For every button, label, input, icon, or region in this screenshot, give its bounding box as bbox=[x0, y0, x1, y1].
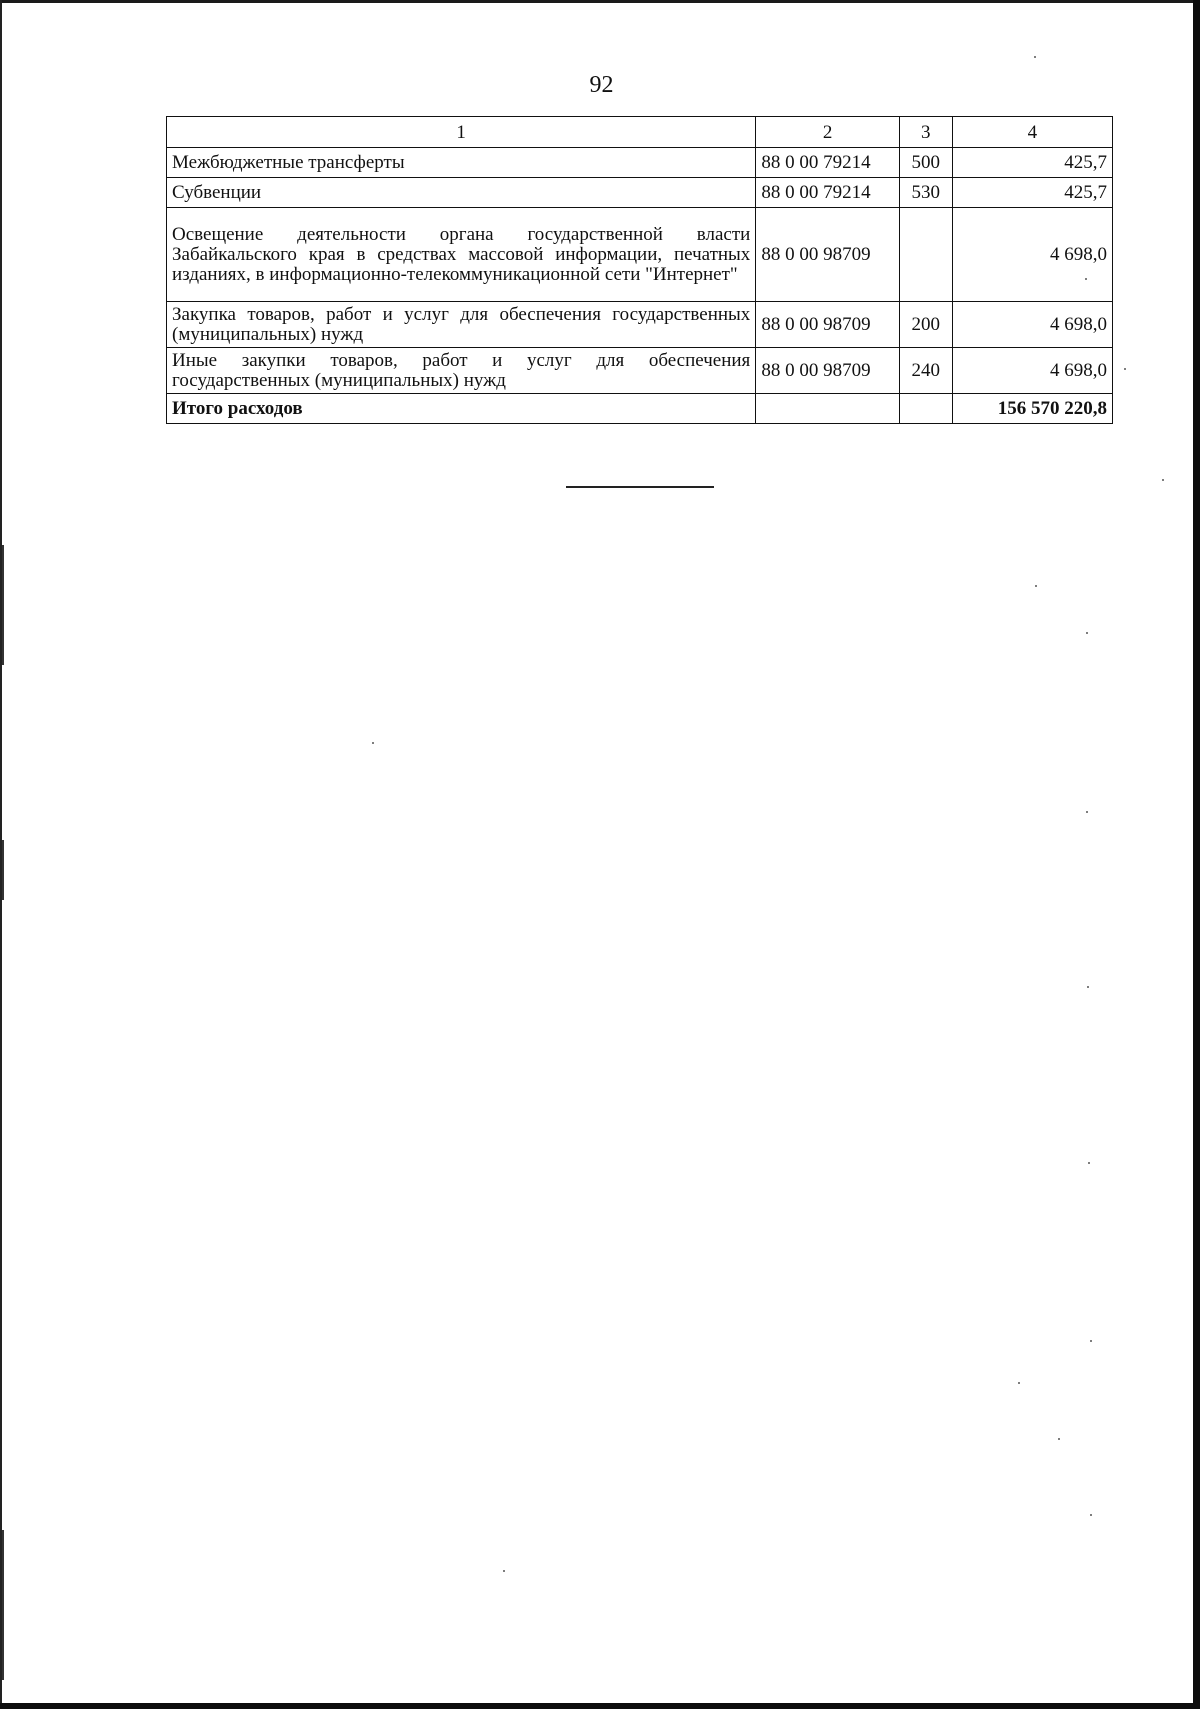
row-expense-type: 200 bbox=[899, 302, 952, 348]
total-amount: 156 570 220,8 bbox=[952, 394, 1112, 424]
row-code: 88 0 00 98709 bbox=[756, 302, 900, 348]
scan-border-right bbox=[1193, 0, 1200, 1709]
row-name: Субвенции bbox=[167, 178, 756, 208]
scan-speck bbox=[1086, 811, 1088, 813]
header-cell-2: 2 bbox=[756, 117, 900, 148]
table-total-row bbox=[167, 394, 1113, 424]
scan-border-top bbox=[0, 0, 1200, 3]
scan-speck bbox=[1086, 632, 1088, 634]
scan-speck bbox=[1090, 1340, 1092, 1342]
row-code: 88 0 00 79214 bbox=[756, 178, 900, 208]
row-amount: 4 698,0 bbox=[952, 208, 1112, 302]
row-amount: 4 698,0 bbox=[952, 348, 1112, 394]
scan-edge-mark bbox=[2, 840, 4, 900]
page-number-text: 92 bbox=[589, 72, 614, 98]
row-expense-type: 240 bbox=[899, 348, 952, 394]
row-code: 88 0 00 98709 bbox=[756, 208, 900, 302]
row-amount: 4 698,0 bbox=[952, 302, 1112, 348]
row-code: 88 0 00 79214 bbox=[756, 148, 900, 178]
row-name: Межбюджетные трансферты bbox=[167, 148, 756, 178]
scan-edge-mark bbox=[2, 1530, 4, 1680]
table-row bbox=[167, 348, 1113, 394]
scan-speck bbox=[503, 1570, 505, 1572]
table-row bbox=[167, 302, 1113, 348]
scan-speck bbox=[1162, 479, 1164, 481]
header-cell-1: 1 bbox=[167, 117, 756, 148]
scan-speck bbox=[1085, 278, 1087, 280]
page-number bbox=[0, 72, 1200, 99]
total-code-empty bbox=[756, 394, 900, 424]
row-name: Иные закупки товаров, работ и услуг для обеспечения государственных (муниципальных) нужд bbox=[167, 348, 756, 394]
expense-table bbox=[166, 116, 1113, 424]
scan-speck bbox=[1124, 368, 1126, 370]
total-expense-type-empty bbox=[899, 394, 952, 424]
row-name: Освещение деятельности органа государственной власти Забайкальского края в средствах массовой информации, печатных изданиях, в информационно-телекоммуникационной сети "Интернет" bbox=[167, 208, 756, 302]
scan-speck bbox=[1034, 56, 1036, 58]
scan-border-bottom bbox=[0, 1703, 1200, 1709]
scan-speck bbox=[1090, 1514, 1092, 1516]
scan-speck bbox=[1018, 1382, 1020, 1384]
row-amount: 425,7 bbox=[952, 178, 1112, 208]
scan-speck bbox=[1087, 986, 1089, 988]
scan-speck bbox=[372, 742, 374, 744]
scan-edge-mark bbox=[2, 545, 4, 665]
scan-speck bbox=[1035, 585, 1037, 587]
row-expense-type: 500 bbox=[899, 148, 952, 178]
row-code: 88 0 00 98709 bbox=[756, 348, 900, 394]
table-header-row bbox=[167, 117, 1113, 148]
header-cell-3: 3 bbox=[899, 117, 952, 148]
row-name: Закупка товаров, работ и услуг для обеспечения государственных (муниципальных) нужд bbox=[167, 302, 756, 348]
row-expense-type: 530 bbox=[899, 178, 952, 208]
scan-speck bbox=[1088, 1162, 1090, 1164]
total-label: Итого расходов bbox=[167, 394, 756, 424]
table-row bbox=[167, 178, 1113, 208]
row-expense-type bbox=[899, 208, 952, 302]
header-cell-4: 4 bbox=[952, 117, 1112, 148]
scan-speck bbox=[1058, 1438, 1060, 1440]
table-row bbox=[167, 208, 1113, 302]
end-of-document-rule bbox=[566, 486, 714, 488]
table-row bbox=[167, 148, 1113, 178]
row-amount: 425,7 bbox=[952, 148, 1112, 178]
